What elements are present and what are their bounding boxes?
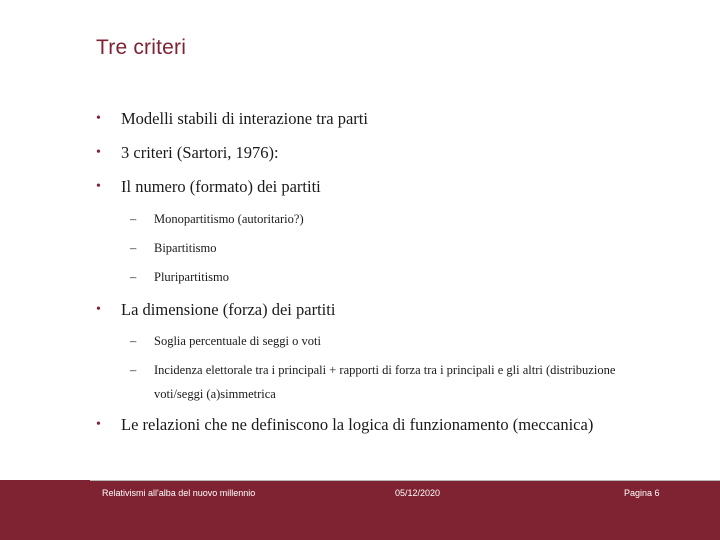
- bullet-text: Le relazioni che ne definiscono la logica di funzionamento (meccanica): [121, 415, 594, 434]
- bullet-dot-icon: •: [96, 111, 101, 126]
- dash-icon: –: [130, 241, 137, 255]
- sub-bullet-text: Monopartitismo (autoritario?): [154, 212, 304, 226]
- bullet-dot-icon: •: [96, 179, 101, 194]
- sub-bullet-text: Pluripartitismo: [154, 270, 229, 284]
- bullet-dot-icon: •: [96, 145, 101, 160]
- bullet-dot-icon: •: [96, 417, 101, 432]
- slide-title: Tre criteri: [96, 36, 187, 59]
- page-number: Pagina 6: [624, 488, 660, 498]
- bullet-text: 3 criteri (Sartori, 1976):: [121, 143, 279, 162]
- bullet-text: La dimensione (forza) dei partiti: [121, 300, 336, 319]
- sub-bullet-text: Bipartitismo: [154, 241, 217, 255]
- footer-divider: [90, 480, 720, 481]
- dash-icon: –: [130, 212, 137, 226]
- bullet-text: Il numero (formato) dei partiti: [121, 177, 321, 196]
- dash-icon: –: [130, 270, 137, 284]
- bullet-dot-icon: •: [96, 302, 101, 317]
- footer-title: Relativismi all'alba del nuovo millennio: [102, 488, 256, 498]
- footer-date: 05/12/2020: [395, 488, 441, 498]
- dash-icon: –: [130, 363, 137, 377]
- dash-icon: –: [130, 334, 137, 348]
- sub-bullet-text: Incidenza elettorale tra i principali + rapporti di forza tra i principali e gli altri (distribuzione voti/seggi (a)simmetrica: [154, 363, 616, 401]
- sub-bullet-text: Soglia percentuale di seggi o voti: [154, 334, 321, 348]
- bullet-text: Modelli stabili di interazione tra parti: [121, 109, 368, 128]
